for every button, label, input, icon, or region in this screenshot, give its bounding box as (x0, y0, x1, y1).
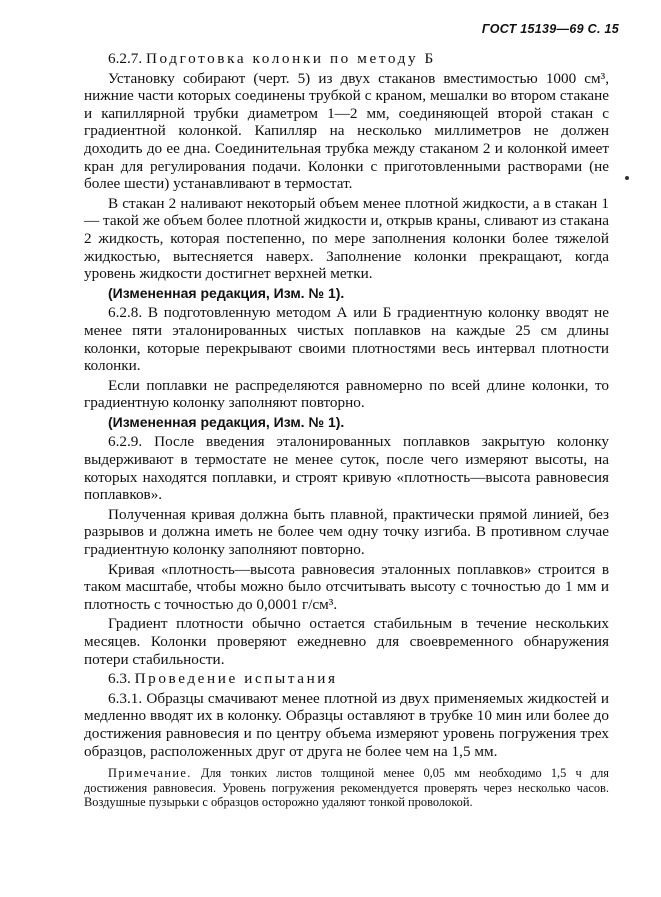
amendment-note: (Измененная редакция, Изм. № 1). (108, 413, 345, 430)
section-heading: 6.2.7. Подготовка колонки по методу Б (108, 50, 436, 67)
section-title: Подготовка колонки по методу Б (145, 50, 436, 67)
section-heading: 6.3. Проведение испытания (108, 670, 338, 688)
paragraph: 6.2.9. После введения эталонированных поплавков закрытую колонку выдерживают в термостате не менее суток, после чего измеряют высоты, на которых находятся поплавки, и строят кривую «плотность—высота равновесия поплавков». (84, 433, 609, 504)
paragraph: Если поплавки не распределяются равномерно по всей длине колонки, то градиентную колонку заполняют повторно. (84, 376, 609, 412)
note-label: Примечание. (108, 766, 192, 781)
section-title: Проведение испытания (134, 670, 338, 688)
paragraph: 6.2.8. В подготовленную методом А или Б градиентную колонку вводят не менее пяти эталонированных чистых поплавков на каждые 25 см длины колонки, которые перекрывают своими плотностями весь интервал плотности колонки. (84, 304, 609, 375)
note-text: Для тонких листов толщиной менее 0,05 мм необходимо 1,5 ч для достижения равновесия. Уровень погружения рекомендуется проверять через несколько часов. Воздушные пузырьки с образцов осторожно удаляют тонкой проволокой. (84, 766, 609, 810)
paragraph: 6.3.1. Образцы смачивают менее плотной из двух применяемых жидкостей и медленно вводят их в колонку. Образцы оставляют в трубке 10 мин или более до достижения равновесия и по центру объема измеряют уровень погружения трех образцов, расположенных друг от друга не более чем на 1,5 мм. (84, 689, 609, 760)
paragraph: Кривая «плотность—высота равновесия эталонных поплавков» строится в таком масштабе, чтобы можно было отсчитывать высоту с точностью до 1 мм и плотность с точностью до 0,0001 г/см³. (84, 560, 609, 613)
paragraph: Полученная кривая должна быть плавной, практически прямой линией, без разрывов и должна иметь не более чем одну точку изгиба. В противном случае градиентную колонку заполняют повторно. (84, 505, 609, 559)
paragraph: Установку собирают (черт. 5) из двух стаканов вместимостью 1000 см³, нижние части которых соединены трубкой с краном, мешалки во втором стакане и капиллярной трубки диаметром 1—2 мм, соединяющей второй стакан с градиентной колонкой. Капилляр на несколько миллиметров не должен доходить до ее дна. Соединительная трубка между стаканом 2 и колонкой имеет кран для регулирования подачи. Колонки с приготовленными растворами (не более шести) устанавливают в термостат. (84, 69, 609, 193)
paragraph: Градиент плотности обычно остается стабильным в течение нескольких месяцев. Колонки проверяют ежедневно для своевременного обнаружения потери стабильности. (84, 615, 609, 668)
amendment-note: (Измененная редакция, Изм. № 1). (108, 284, 345, 301)
paragraph: В стакан 2 наливают некоторый объем менее плотной жидкости, а в стакан 1 — такой же объем более плотной жидкости и, открыв краны, сливают из стакана 2 жидкость, которая постепенно, по мере заполнения колонки более тяжелой жидкостью, вытесняется наверх. Заполнение колонки прекращают, когда уровень жидкости достигнет верхней метки. (84, 194, 609, 283)
footnote (84, 766, 609, 810)
scan-speck (625, 176, 629, 180)
document-body (84, 50, 609, 812)
page-header: ГОСТ 15139—69 С. 15 (481, 22, 619, 36)
